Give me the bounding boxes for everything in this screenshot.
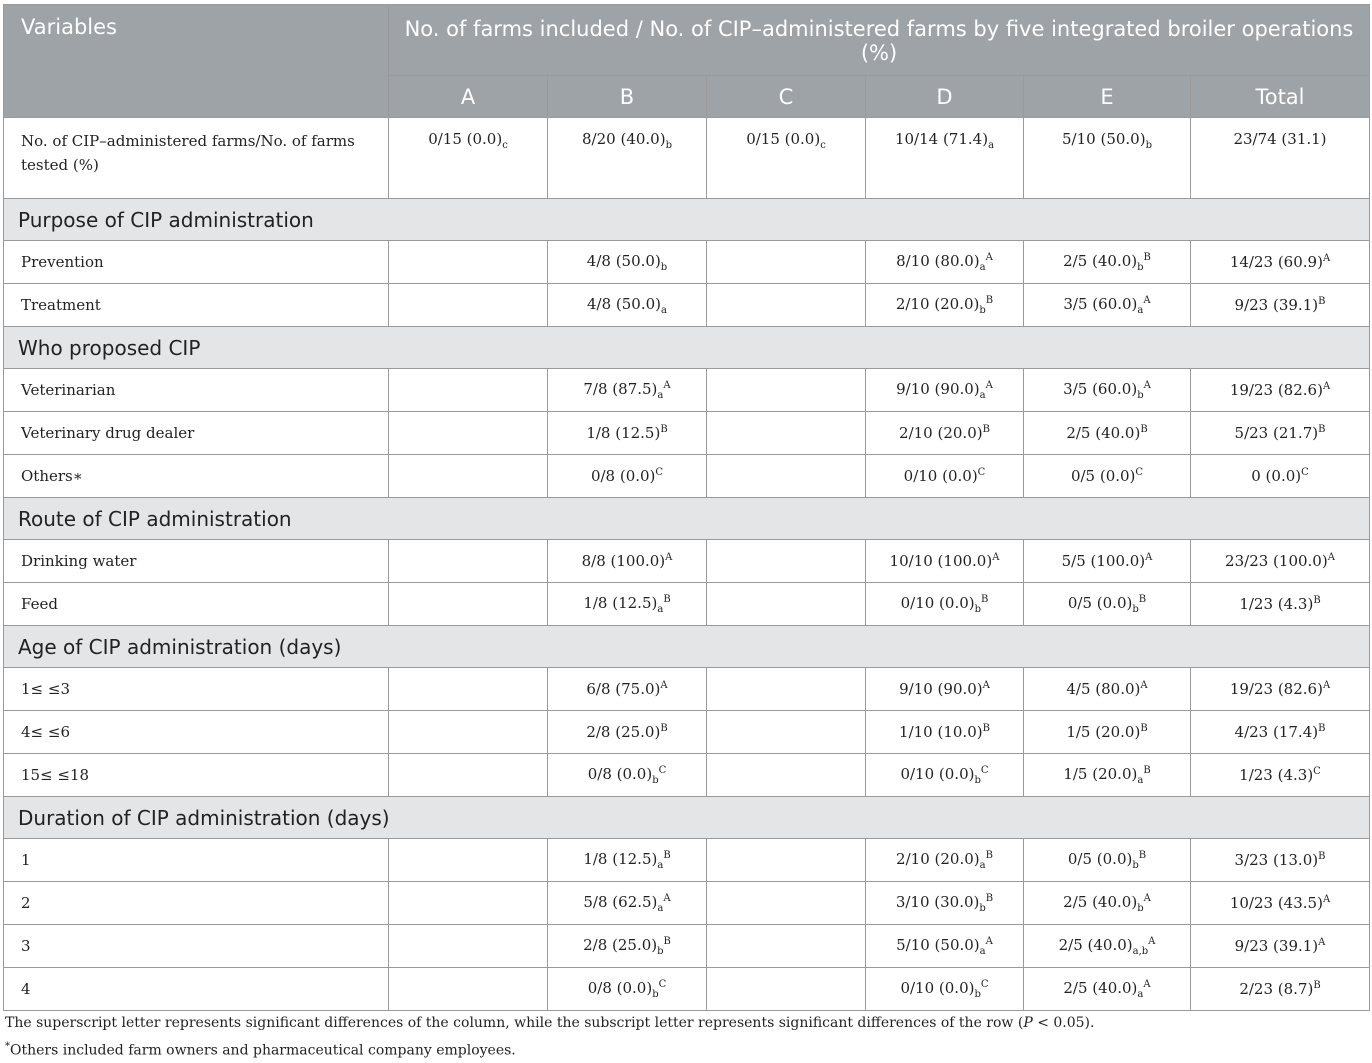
table-cell bbox=[707, 369, 866, 412]
cip-table bbox=[3, 4, 1370, 1011]
table-cell: 23/74 (31.1) bbox=[1191, 118, 1370, 199]
row-label: 15≤ ≤18 bbox=[4, 754, 389, 797]
row-label: Others∗ bbox=[4, 455, 389, 498]
table-cell: 0/10 $(0.0)_b^C$ bbox=[866, 754, 1024, 797]
table-cell: 2/23 $(8.7)^B$ bbox=[1191, 968, 1370, 1011]
table-cell: 5/10 $(50.0)_b$ bbox=[1024, 118, 1191, 199]
table-cell: 0/8 $(0.0)_b^C$ bbox=[548, 754, 707, 797]
table-cell bbox=[707, 925, 866, 968]
header-col-total: Total bbox=[1191, 76, 1370, 118]
table-cell bbox=[389, 754, 548, 797]
table-cell: 1/8 $(12.5)^B$ bbox=[548, 412, 707, 455]
table-cell: 5/23 $(21.7)^B$ bbox=[1191, 412, 1370, 455]
row-label: 4 bbox=[4, 968, 389, 1011]
table-cell: 0 $(0.0)^C$ bbox=[1191, 455, 1370, 498]
table-cell: 9/10 $(90.0)_a^A$ bbox=[866, 369, 1024, 412]
table-cell: 9/10 $(90.0)^A$ bbox=[866, 668, 1024, 711]
header-col-d: D bbox=[866, 76, 1024, 118]
table-cell: 0/8 $(0.0)_b^C$ bbox=[548, 968, 707, 1011]
table-row bbox=[4, 241, 1370, 284]
table-row bbox=[4, 118, 1370, 199]
table-cell: 6/8 $(75.0)^A$ bbox=[548, 668, 707, 711]
footnote-significance: The superscript letter represents significant differences of the column, while the subscript letter represents significant differences of the row (P < 0.05). bbox=[5, 1015, 1095, 1031]
header-col-b: B bbox=[548, 76, 707, 118]
section-row bbox=[4, 327, 1370, 369]
table-cell: 0/10 $(0.0)_b^C$ bbox=[866, 968, 1024, 1011]
table-row bbox=[4, 839, 1370, 882]
table-cell: 2/5 $(40.0)_a^A$ bbox=[1024, 968, 1191, 1011]
section-title: Purpose of CIP administration bbox=[4, 199, 1370, 241]
table-cell bbox=[389, 241, 548, 284]
header-col-e: E bbox=[1024, 76, 1191, 118]
row-label: 1≤ ≤3 bbox=[4, 668, 389, 711]
table-cell: 23/23 $(100.0)^A$ bbox=[1191, 540, 1370, 583]
section-row bbox=[4, 199, 1370, 241]
table-cell: 1/8 $(12.5)_a^B$ bbox=[548, 583, 707, 626]
table-cell: 8/10 $(80.0)_a^A$ bbox=[866, 241, 1024, 284]
table-cell: 4/5 $(80.0)^A$ bbox=[1024, 668, 1191, 711]
table-cell bbox=[707, 711, 866, 754]
table-cell: 0/10 $(0.0)_b^B$ bbox=[866, 583, 1024, 626]
table-cell: 2/5 $(40.0)^B$ bbox=[1024, 412, 1191, 455]
table-cell bbox=[389, 839, 548, 882]
table-cell: 1/10 $(10.0)^B$ bbox=[866, 711, 1024, 754]
table-cell: 5/8 $(62.5)_a^A$ bbox=[548, 882, 707, 925]
table-cell: 7/8 $(87.5)_a^A$ bbox=[548, 369, 707, 412]
table-cell bbox=[389, 412, 548, 455]
table-cell: 1/8 $(12.5)_a^B$ bbox=[548, 839, 707, 882]
table-cell: 2/10 $(20.0)_b^B$ bbox=[866, 284, 1024, 327]
section-row bbox=[4, 797, 1370, 839]
table-cell: 19/23 $(82.6)^A$ bbox=[1191, 668, 1370, 711]
header-variables: Variables bbox=[4, 5, 389, 118]
table-cell bbox=[389, 668, 548, 711]
footnote-others: *Others included farm owners and pharmaceutical company employees. bbox=[5, 1041, 516, 1059]
table-row bbox=[4, 583, 1370, 626]
table-cell bbox=[389, 925, 548, 968]
table-cell bbox=[707, 839, 866, 882]
table-cell: 8/20 $(40.0)_b$ bbox=[548, 118, 707, 199]
table-cell bbox=[707, 241, 866, 284]
table-cell bbox=[389, 583, 548, 626]
row-label: Drinking water bbox=[4, 540, 389, 583]
row-label: Veterinary drug dealer bbox=[4, 412, 389, 455]
table-cell: 1/5 $(20.0)^B$ bbox=[1024, 711, 1191, 754]
table-cell: 3/5 $(60.0)_a^A$ bbox=[1024, 284, 1191, 327]
table-cell: 0/10 $(0.0)^C$ bbox=[866, 455, 1024, 498]
section-title: Route of CIP administration bbox=[4, 498, 1370, 540]
header-col-c: C bbox=[707, 76, 866, 118]
table-cell bbox=[389, 540, 548, 583]
section-title: Who proposed CIP bbox=[4, 327, 1370, 369]
table-cell bbox=[389, 711, 548, 754]
table-cell: 0/5 $(0.0)_b^B$ bbox=[1024, 583, 1191, 626]
section-row bbox=[4, 626, 1370, 668]
table-cell bbox=[389, 968, 548, 1011]
header-col-a: A bbox=[389, 76, 548, 118]
table-cell: 4/8 $(50.0)_a$ bbox=[548, 284, 707, 327]
table-cell bbox=[707, 284, 866, 327]
row-label: 3 bbox=[4, 925, 389, 968]
row-label: Prevention bbox=[4, 241, 389, 284]
table-cell bbox=[707, 882, 866, 925]
table-cell bbox=[707, 668, 866, 711]
table-cell bbox=[389, 369, 548, 412]
table-cell: 19/23 $(82.6)^A$ bbox=[1191, 369, 1370, 412]
table-cell bbox=[389, 284, 548, 327]
table-cell bbox=[389, 455, 548, 498]
row-label: Veterinarian bbox=[4, 369, 389, 412]
table-row bbox=[4, 540, 1370, 583]
table-cell: 14/23 $(60.9)^A$ bbox=[1191, 241, 1370, 284]
table-cell: 5/10 $(50.0)_a^A$ bbox=[866, 925, 1024, 968]
table-cell: 3/10 $(30.0)_b^B$ bbox=[866, 882, 1024, 925]
table-cell: 10/10 $(100.0)^A$ bbox=[866, 540, 1024, 583]
table-cell: 2/5 $(40.0)_b^B$ bbox=[1024, 241, 1191, 284]
table-cell: 5/5 $(100.0)^A$ bbox=[1024, 540, 1191, 583]
table-row bbox=[4, 284, 1370, 327]
table-cell: 3/5 $(60.0)_b^A$ bbox=[1024, 369, 1191, 412]
table-cell: 1/23 $(4.3)^C$ bbox=[1191, 754, 1370, 797]
row-label: 4≤ ≤6 bbox=[4, 711, 389, 754]
table-cell: 3/23 $(13.0)^B$ bbox=[1191, 839, 1370, 882]
table-cell: 4/23 $(17.4)^B$ bbox=[1191, 711, 1370, 754]
table-cell: 2/8 $(25.0)_b^B$ bbox=[548, 925, 707, 968]
table-cell: 0/5 $(0.0)^C$ bbox=[1024, 455, 1191, 498]
table-cell: 0/5 $(0.0)_b^B$ bbox=[1024, 839, 1191, 882]
table-cell: 4/8 $(50.0)_b$ bbox=[548, 241, 707, 284]
table-row bbox=[4, 968, 1370, 1011]
table-cell: 0/15 $(0.0)_c$ bbox=[389, 118, 548, 199]
table-row bbox=[4, 455, 1370, 498]
footnotes bbox=[5, 1011, 1094, 1063]
row-label: Feed bbox=[4, 583, 389, 626]
table-row bbox=[4, 882, 1370, 925]
table-row bbox=[4, 668, 1370, 711]
table-cell bbox=[707, 412, 866, 455]
table-row bbox=[4, 754, 1370, 797]
section-title: Duration of CIP administration (days) bbox=[4, 797, 1370, 839]
row-label: No. of CIP–administered farms/No. of farms tested (%) bbox=[4, 118, 389, 199]
header-group: No. of farms included / No. of CIP–administered farms by five integrated broiler operations (%) bbox=[389, 5, 1370, 76]
table-cell: 2/5 $(40.0)_{a,b}^A$ bbox=[1024, 925, 1191, 968]
table-cell: 9/23 $(39.1)^B$ bbox=[1191, 284, 1370, 327]
section-row bbox=[4, 498, 1370, 540]
table-cell: 10/14 $(71.4)_a$ bbox=[866, 118, 1024, 199]
table-cell: 2/5 $(40.0)_b^A$ bbox=[1024, 882, 1191, 925]
table-cell: 9/23 $(39.1)^A$ bbox=[1191, 925, 1370, 968]
row-label: 2 bbox=[4, 882, 389, 925]
table-cell: 0/15 $(0.0)_c$ bbox=[707, 118, 866, 199]
table-cell: 1/23 $(4.3)^B$ bbox=[1191, 583, 1370, 626]
table-cell: 10/23 $(43.5)^A$ bbox=[1191, 882, 1370, 925]
table-cell: 1/5 $(20.0)_a^B$ bbox=[1024, 754, 1191, 797]
row-label: Treatment bbox=[4, 284, 389, 327]
table-row bbox=[4, 412, 1370, 455]
table-cell: 8/8 $(100.0)^A$ bbox=[548, 540, 707, 583]
table-cell: 2/10 $(20.0)^B$ bbox=[866, 412, 1024, 455]
table-cell bbox=[707, 583, 866, 626]
table-cell bbox=[707, 540, 866, 583]
row-label: 1 bbox=[4, 839, 389, 882]
table-cell bbox=[707, 455, 866, 498]
table-cell: 2/10 $(20.0)_a^B$ bbox=[866, 839, 1024, 882]
table-row bbox=[4, 711, 1370, 754]
table-row bbox=[4, 369, 1370, 412]
table-cell: 0/8 $(0.0)^C$ bbox=[548, 455, 707, 498]
table-cell: 2/8 $(25.0)^B$ bbox=[548, 711, 707, 754]
section-title: Age of CIP administration (days) bbox=[4, 626, 1370, 668]
table-cell bbox=[389, 882, 548, 925]
table-cell bbox=[707, 968, 866, 1011]
table-row bbox=[4, 925, 1370, 968]
table-cell bbox=[707, 754, 866, 797]
